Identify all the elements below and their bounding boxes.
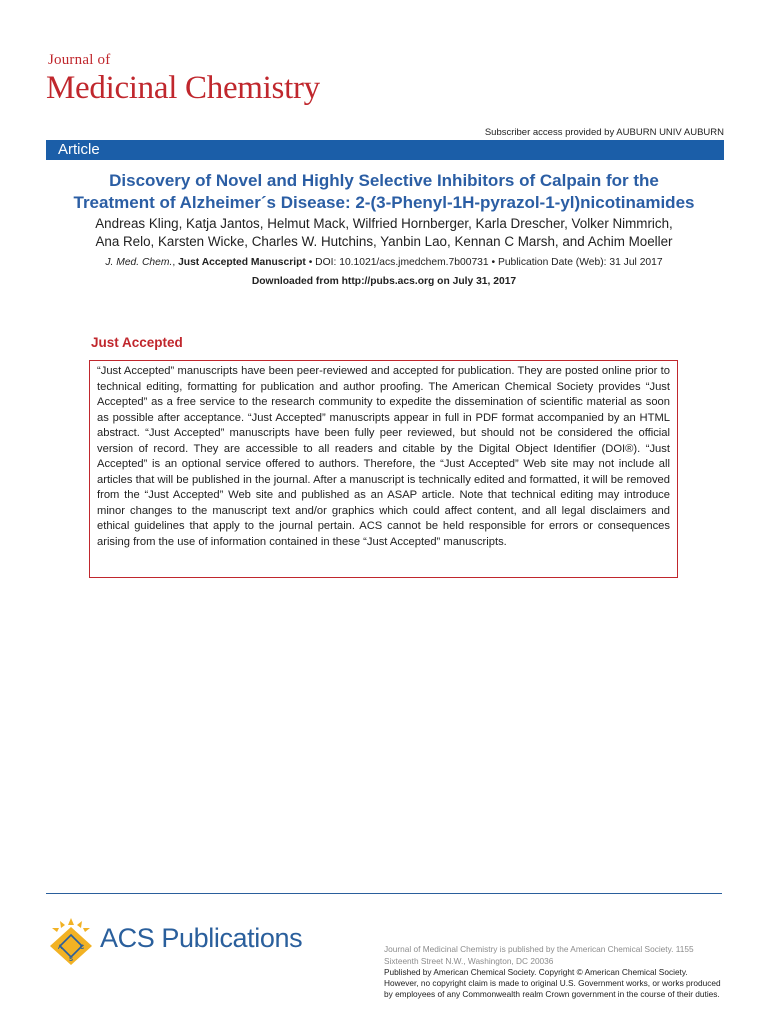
manuscript-status: Just Accepted Manuscript <box>178 257 306 268</box>
acs-logo-letter-a: A <box>57 945 63 951</box>
journal-name: Medicinal Chemistry <box>46 70 320 106</box>
article-type-label: Article <box>58 141 100 158</box>
footer-divider <box>46 893 722 894</box>
acs-diamond-logo-icon <box>46 916 96 966</box>
author-list-line-2: Ana Relo, Karsten Wicke, Charles W. Hutchins, Yanbin Lao, Kennan C Marsh, and Achim Moeller <box>95 234 673 249</box>
just-accepted-notice-text: “Just Accepted” manuscripts have been peer-reviewed and accepted for publication. They are posted online prior to technical editing, formatting for publication and author proofing. The American Chemical Society provides “Just Accepted” as a free service to the research community to expedite the dissemination of scientific material as soon as possible after acceptance. “Just Accepted” manuscripts appear in full in PDF format accompanied by an HTML abstract. “Just Accepted” manuscripts have been fully peer reviewed, but should not be considered the official version of record. They are accessible to all readers and citable by the Digital Object Identifier (DOI®). “Just Accepted” is an optional service offered to authors. Therefore, the “Just Accepted” Web site may not include all articles that will be published in the journal. After a manuscript is technically edited and formatted, it will be removed from the “Just Accepted” Web site and published as an ASAP article. Note that technical editing may introduce minor changes to the manuscript text and/or graphics which could affect content, and all legal disclaimers and ethical guidelines that apply to the journal pertain. ACS cannot be held responsible for errors or consequences arising from the use of information contained in these “Just Accepted” manuscripts. <box>97 365 670 549</box>
journal-name-prefix: Journal of <box>48 52 111 68</box>
acs-logo-letter-c: C <box>79 945 85 951</box>
copyright-notice: Published by American Chemical Society. Copyright © American Chemical Society. However, no copyright claim is made to original U.S. Government works, or works produced by employees of any Commonwealth realm Crown government in the course of their duties. <box>384 967 721 1000</box>
article-title-line-2: Treatment of Alzheimer´s Disease: 2-(3-Phenyl-1H-pyrazol-1-yl)nicotinamides <box>73 193 695 212</box>
doi-and-date: • DOI: 10.1021/acs.jmedchem.7b00731 • Publication Date (Web): 31 Jul 2017 <box>305 257 663 268</box>
acs-logo-letter-s: S <box>68 957 74 963</box>
article-title-line-1: Discovery of Novel and Highly Selective Inhibitors of Calpain for the <box>109 171 659 190</box>
acs-publications-wordmark: ACS Publications <box>100 923 303 953</box>
publisher-address: Journal of Medicinal Chemistry is published by the American Chemical Society. 1155 Sixteenth Street N.W., Washington, DC 20036 <box>384 944 694 966</box>
citation-line <box>40 257 728 268</box>
article-type-bar <box>46 140 724 160</box>
just-accepted-notice-box <box>89 360 678 578</box>
download-note: Downloaded from http://pubs.acs.org on July 31, 2017 <box>251 276 517 287</box>
just-accepted-heading: Just Accepted <box>91 335 183 350</box>
author-list-line-1: Andreas Kling, Katja Jantos, Helmut Mack, Wilfried Hornberger, Karla Drescher, Volker Nimmrich, <box>95 216 673 231</box>
subscriber-access-note: Subscriber access provided by AUBURN UNIV AUBURN <box>484 127 724 138</box>
citation-separator: , <box>172 257 179 268</box>
journal-abbreviation: J. Med. Chem. <box>105 257 173 268</box>
article-title <box>40 170 728 214</box>
author-list <box>40 215 728 251</box>
